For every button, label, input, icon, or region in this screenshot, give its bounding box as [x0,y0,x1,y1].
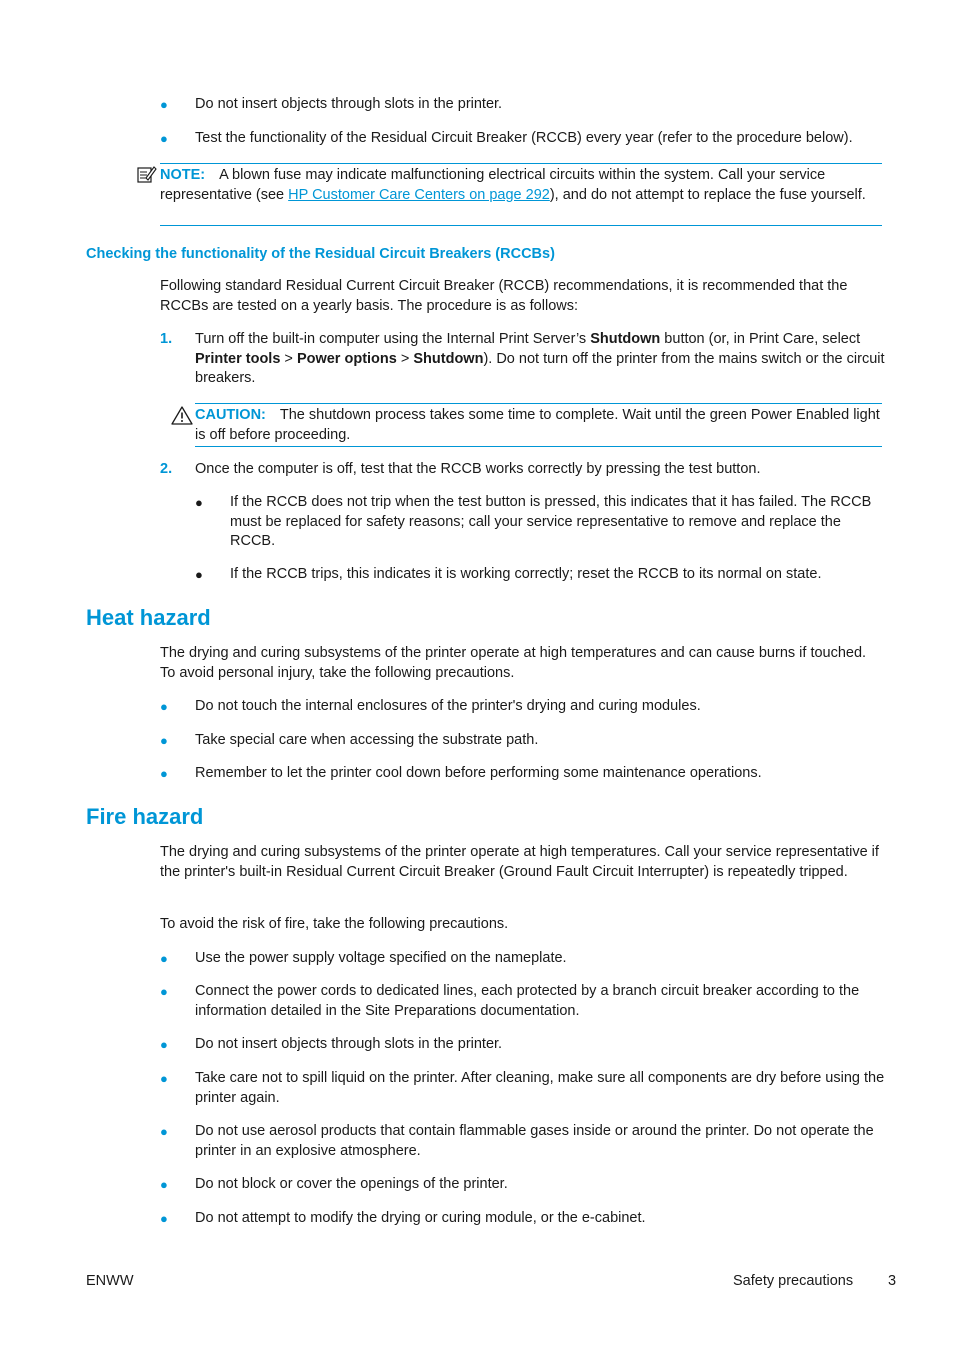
bullet-icon: ● [160,1071,168,1086]
caution-text: CAUTION: The shutdown process takes some time to complete. Wait until the green Power Enabled light is off before proceeding. [195,407,880,443]
caution-label: CAUTION: [195,407,266,423]
customer-care-link[interactable]: HP Customer Care Centers on page 292 [288,186,550,203]
page-number: 3 [888,1273,897,1289]
bullet-icon: ● [160,951,168,966]
list-item: Do not use aerosol products that contain flammable gases inside or around the printer. Do not operate the printer in an explosive atmosphere. [195,1123,874,1159]
footer-section-title: Safety precautions [733,1273,854,1289]
bullet-icon: ● [160,1037,168,1052]
bullet-icon: ● [160,1124,168,1139]
step-1-text: Turn off the built-in computer using the Internal Print Server’s Shutdown button (or, in Print Care, select Printer tools > Power options > Shutdown). Do not turn off the printer from the mains switch or the circuit breakers. [195,331,885,386]
list-item: If the RCCB trips, this indicates it is working correctly; reset the RCCB to its normal on state. [230,566,822,582]
bullet-icon: ● [160,131,168,146]
bullet-icon: ● [195,567,203,582]
list-item: If the RCCB does not trip when the test button is pressed, this indicates that it has failed. The RCCB must be replaced for safety reasons; call your service representative to remove and replace the RCCB. [230,494,872,549]
warning-triangle-icon [171,406,193,425]
bullet-icon: ● [160,1177,168,1192]
list-item: Connect the power cords to dedicated lines, each protected by a branch circuit breaker according to the information detailed in the Site Preparations documentation. [195,983,860,1019]
list-item: Take special care when accessing the substrate path. [195,732,539,748]
note-bottom-rule [160,225,882,226]
caution-top-rule [195,403,882,404]
caution-bottom-rule [195,446,882,447]
heat-hazard-intro: The drying and curing subsystems of the printer operate at high temperatures and can cause burns if touched. To avoid personal injury, take the following precautions. [160,645,867,681]
footer-locale: ENWW [86,1273,134,1289]
fire-hazard-heading: Fire hazard [86,804,204,829]
heat-hazard-heading: Heat hazard [86,605,211,630]
list-item: Test the functionality of the Residual Circuit Breaker (RCCB) every year (refer to the procedure below). [195,130,853,146]
bullet-icon: ● [160,733,168,748]
fire-hazard-intro: The drying and curing subsystems of the printer operate at high temperatures. Call your service representative if the printer's built-in Residual Current Circuit Breaker (Ground Fault Circuit Interrupter) is repeatedly tripped. [160,844,879,880]
note-text: NOTE: A blown fuse may indicate malfunctioning electrical circuits within the system. Call your service representative (see HP Customer Care Centers on page 292), and do not attempt to replace the fuse yourself. [160,167,866,203]
step-2-text: Once the computer is off, test that the RCCB works correctly by pressing the test button. [195,461,761,477]
rccb-intro: Following standard Residual Current Circuit Breaker (RCCB) recommendations, it is recommended that the RCCBs are tested on a yearly basis. The procedure is as follows: [160,278,848,314]
note-top-rule [160,163,882,164]
note-label: NOTE: [160,167,206,183]
bullet-icon: ● [160,1211,168,1226]
list-item: Do not block or cover the openings of the printer. [195,1176,508,1192]
bullet-icon: ● [160,766,168,781]
list-item: Do not attempt to modify the drying or curing module, or the e-cabinet. [195,1210,646,1226]
list-item: Do not insert objects through slots in the printer. [195,1036,503,1052]
fire-hazard-intro-2: To avoid the risk of fire, take the following precautions. [160,916,509,932]
bullet-icon: ● [160,984,168,999]
list-item: Use the power supply voltage specified on the nameplate. [195,950,567,966]
bullet-icon: ● [195,495,203,510]
list-item: Do not touch the internal enclosures of the printer's drying and curing modules. [195,698,701,714]
step-number: 1. [160,331,173,347]
bullet-icon: ● [160,97,168,112]
bullet-icon: ● [160,699,168,714]
note-pad-icon [137,165,157,183]
rccb-section-heading: Checking the functionality of the Residual Circuit Breakers (RCCBs) [86,246,555,262]
step-number: 2. [160,461,173,477]
list-item: Do not insert objects through slots in the printer. [195,96,503,112]
list-item: Remember to let the printer cool down before performing some maintenance operations. [195,765,762,781]
list-item: Take care not to spill liquid on the printer. After cleaning, make sure all components are dry before using the printer again. [195,1070,885,1106]
